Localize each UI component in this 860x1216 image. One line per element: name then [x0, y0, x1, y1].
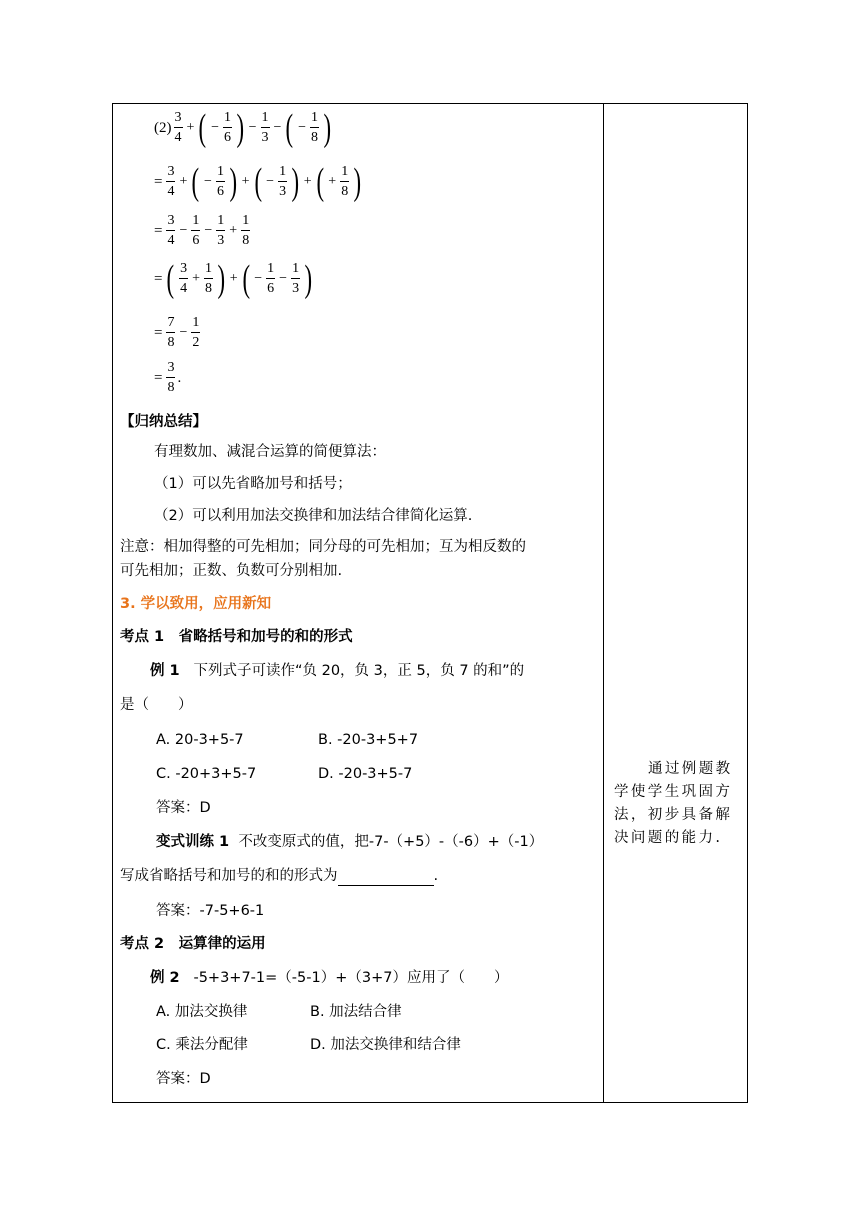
- math-line-1: (2) $\frac{3}{4}$ + ( − $\frac{1}{6}$ ) − $\frac{1}{3}$ − ( − $\frac{1}{8}$ ): [154, 107, 332, 149]
- option-c: C. -20+3+5-7: [156, 766, 257, 782]
- fraction: $\frac{1}{2}$: [192, 315, 200, 350]
- section-title: 3. 学以致用，应用新知: [120, 596, 272, 612]
- fraction: $\frac{1}{3}$: [292, 261, 300, 296]
- fraction: $\frac{7}{8}$: [167, 315, 175, 350]
- option-b: B. -20-3+5+7: [318, 732, 419, 748]
- side-note: 通过例题教学使学生巩固方法，初步具备解决问题的能力.: [614, 761, 733, 846]
- fraction: $\frac{1}{3}$: [279, 164, 287, 199]
- column-divider: [603, 103, 604, 1103]
- training-1: 变式训练 1 不改变原式的值，把-7-（+5）-（-6）+（-1）: [156, 834, 544, 850]
- fraction: $\frac{1}{8}$: [205, 261, 213, 296]
- summary-note-line-1: 注意：相加得整的可先相加；同分母的可先相加；互为相反数的: [120, 539, 526, 555]
- math-line-6: = $\frac{3}{8}$ .: [154, 360, 182, 395]
- summary-note-line-2: 可先相加；正数、负数可分别相加.: [120, 563, 343, 579]
- fraction: $\frac{1}{8}$: [311, 110, 318, 145]
- ex2-option-c: C. 乘法分配律: [156, 1037, 248, 1053]
- summary-heading: 【归纳总结】: [120, 414, 207, 430]
- math-line-5: = $\frac{7}{8}$ − $\frac{1}{2}$: [154, 315, 200, 350]
- fraction: $\frac{1}{6}$: [223, 110, 231, 145]
- key-point-2: 考点 2 运算律的运用: [120, 936, 266, 952]
- fraction: $\frac{1}{6}$: [267, 261, 275, 296]
- example-2: 例 2 -5+3+7-1=（-5-1）+（3+7）应用了（ ）: [150, 970, 509, 986]
- answer-blank: [338, 870, 434, 886]
- problem-number: (2): [154, 119, 172, 136]
- fraction: $\frac{1}{8}$: [242, 213, 250, 248]
- option-a: A. 20-3+5-7: [156, 732, 244, 748]
- fraction: $\frac{3}{4}$: [167, 213, 175, 248]
- example-1-line-2: 是（ ）: [120, 697, 193, 713]
- example-1: 例 1 下列式子可读作“负 20，负 3，正 5，负 7 的和”的: [150, 663, 525, 679]
- math-line-2: = $\frac{3}{4}$ + ( − $\frac{1}{6}$ ) + ( − $\frac{1}{3}$ ) + ( + $\frac{1}{8}$ ): [154, 161, 362, 203]
- option-d: D. -20-3+5-7: [318, 766, 413, 782]
- math-line-3: = $\frac{3}{4}$ − $\frac{1}{6}$ − $\frac{1}{3}$ + $\frac{1}{8}$: [154, 213, 250, 248]
- summary-intro: 有理数加、减混合运算的简便算法：: [154, 444, 386, 460]
- training-1-line-2: 写成省略括号和加号的和的形式为 .: [120, 868, 439, 884]
- ex2-option-b: B. 加法结合律: [310, 1004, 402, 1020]
- key-point-1: 考点 1 省略括号和加号的和的形式: [120, 629, 353, 645]
- ex2-option-d: D. 加法交换律和结合律: [310, 1037, 461, 1053]
- fraction: $\frac{1}{6}$: [192, 213, 200, 248]
- ex2-option-a: A. 加法交换律: [156, 1004, 248, 1020]
- answer-1: 答案：D: [156, 800, 211, 816]
- fraction: $\frac{3}{4}$: [180, 261, 188, 296]
- math-line-4: = ( $\frac{3}{4}$ + $\frac{1}{8}$ ) + ( − $\frac{1}{6}$ − $\frac{1}{3}$ ): [154, 258, 313, 300]
- fraction: $\frac{1}{3}$: [261, 110, 269, 145]
- answer-2: 答案：D: [156, 1071, 211, 1087]
- fraction: $\frac{1}{6}$: [216, 164, 224, 199]
- summary-item-1: （1）可以先省略加号和括号；: [154, 476, 352, 492]
- fraction: $\frac{1}{3}$: [217, 213, 225, 248]
- main-column: [112, 103, 603, 1103]
- fraction: $\frac{1}{8}$: [341, 164, 349, 199]
- answer-training-1: 答案：-7-5+6-1: [156, 903, 265, 919]
- fraction: $\frac{3}{4}$: [174, 110, 182, 145]
- fraction: $\frac{3}{8}$: [167, 360, 175, 395]
- summary-item-2: （2）可以利用加法交换律和加法结合律简化运算.: [154, 508, 473, 524]
- fraction: $\frac{3}{4}$: [167, 164, 175, 199]
